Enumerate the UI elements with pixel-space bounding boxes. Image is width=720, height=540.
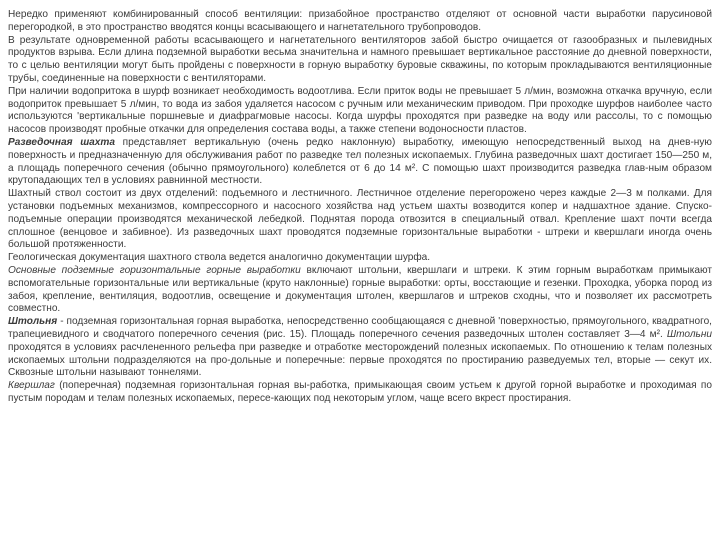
paragraph-crosscut <box>8 380 712 406</box>
paragraph-shaft-documentation: Геологическая документация шахтного ствола ведется аналогично документации шурфа. <box>8 252 431 264</box>
term-exploration-shaft: Разведочная шахта <box>8 136 115 148</box>
exploration-shaft-text: представляет вертикальную (очень редко наклонную) выработку, имеющую непосредственный выход на днев-ную поверхность и предназначенную для обслуживания работ по разведке тел полезных ископаемых. Глубина разведочных шахт достигает 150—250 м, а площадь поперечного сечения (обычно прямоугольного) колеблется от 6 до 14 м². С помощью шахт производится разведка глав-ным образом крутопадающих тел в условиях равнинной местности. <box>8 136 713 187</box>
term-adit: Штольня <box>8 316 58 328</box>
paragraph-exploration-shaft <box>8 137 712 188</box>
paragraph-water-drainage: При наличии водопритока в шурф возникает необходимость водоотлива. Если приток воды не превышает 5 л/мин, возможна откачка вручную, если водоприток превышает 5 л/мин, то вода из забоя удаляется насосом с ручным или механическим приводом. При проходке шурфов наиболее часто используются 'вертикальные поршневые и диафрагмовые насосы. Когда шурфы проходятся при разведке на воду или рассолы, то с помощью насосов производят пробные откачки для определения состава воды, а также степени водоносности пластов. <box>8 85 712 136</box>
paragraph-combined-ventilation: Нередко применяют комбинированный способ вентиляции: призабойное пространство отделяют от основной части выработки парусиновой перегородкой, в это пространство вводятся концы всасывающего и нагнетательного трубопроводов. <box>8 9 712 33</box>
document-page <box>8 9 712 406</box>
paragraph-horizontal-workings <box>8 265 712 316</box>
term-crosscut: Квершлаг <box>8 380 55 392</box>
term-adits: Штольни <box>666 328 712 340</box>
horizontal-workings-text: включают штольни, квершлаги и штреки. К этим горным выработкам примыкают вспомогательные горизонтальные или вертикальные (круто наклонные) горные выработки: орты, восстающие и гезенки. Проходка, уборка пород из забоя, крепление, вентиляция, водоотлив, освещение и документация штолен, квершлагов и штреков сходны, что и позволяет их рассмотреть совместно. <box>8 264 712 315</box>
paragraph-ventilation-result: В результате одновременной работы всасывающего и нагнетательного вентиляторов забой быстро очищается от газообразных и пылевидных продуктов взрыва. Если длина подземной выработки весьма значительна и намного превышает вертикальное расстояние до дневной поверхности, то с целью вентиляции могут быть пройдены с поверхности в горную выработку буровые скважины, по которым прокладываются вентиляционные трубы, соединенные на поверхности с вентиляторами. <box>8 34 712 84</box>
adit-text-a: - подземная горизонтальная горная выработка, непосредственно сообщающаяся с дневной 'поверхностью, прямоугольного, квадратного, трапециевидного и сводчатого поперечного сечения (рис. 15). Площадь поперечного сечения разведочных штолен составляет 3—4 м². <box>8 316 712 340</box>
paragraph-shaft-structure: Шахтный ствол состоит из двух отделений: подъемного и лестничного. Лестничное отделение перегорожено через каждые 2—3 м полками. Для установки подъемных механизмов, компрессорного и насосного хозяйства над устьем шахты возводится копер и надшахтное здание. Спуско-подъемные операции производятся механической лебедкой. Поднятая порода отвозится в специальный отвал. Крепление шахт почти всегда сплошное (венцовое и забивное). Из разведочных шахт проводятся подземные горизонтальные выработки - штреки и квершлаги иногда очень большой протяженности. <box>8 188 712 251</box>
paragraph-adit <box>8 316 712 380</box>
crosscut-text: (поперечная) подземная горизонтальная горная вы-работка, примыкающая своим устьем к другой горной выработке и проходимая по пустым породам и телам полезных ископаемых, пересе-кающих под некоторым углом, чаще всего вкрест простирания. <box>8 380 712 404</box>
adit-text-b: проходятся в условиях расчлененного рельефа при разведке и отработке месторождений полезных ископаемых. По отношению к телам полезных ископаемых штольни подразделяются на про-дольные и поперечные: первые проходятся по простиранию разведуемых тел, вторые — секут их. Сквозные штольни называют тоннелями. <box>8 341 712 379</box>
term-horizontal-workings: Основные подземные горизонтальные горные выработки <box>8 264 301 276</box>
